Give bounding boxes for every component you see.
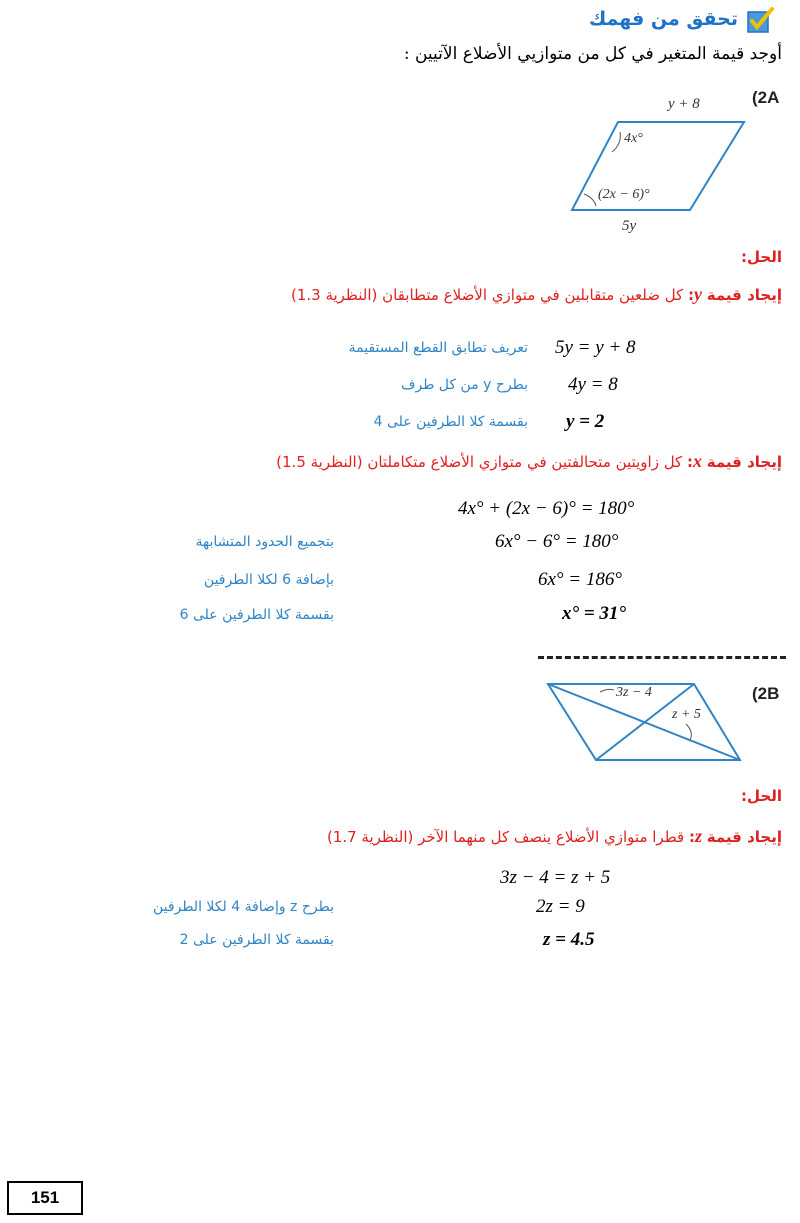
problem-label-2b: (2B (752, 684, 780, 703)
section-title: تحقق من فهمك (588, 8, 738, 30)
side-label-bottom: 5y (622, 218, 637, 234)
problem-prompt: أوجد قيمة المتغير في كل من متوازيي الأضلاع الآتيين : (403, 44, 782, 64)
equation-x-1: 4x° + (2x − 6)° = 180° (458, 498, 635, 519)
reason-z-2: بطرح z وإضافة 4 لكلا الطرفين (153, 899, 334, 915)
find-x-heading: إيجاد قيمة x: كل زاويتين متحالفتين في متوازي الأضلاع متكاملتان (النظرية 1.5) (276, 451, 782, 471)
problem-label-2a: (2A (752, 88, 780, 107)
reason-x-4: بقسمة كلا الطرفين على 6 (179, 607, 334, 623)
angle-label-bottom: (2x − 6)° (598, 187, 650, 202)
equation-x-3: 6x° = 186° (538, 569, 622, 590)
find-z-heading: إيجاد قيمة z: قطرا متوازي الأضلاع ينصف كل منهما الآخر (النظرية 1.7) (326, 826, 782, 846)
page-number: 151 (7, 1181, 83, 1215)
parallelogram-figure-2a (560, 86, 760, 236)
section-divider (538, 656, 786, 659)
reason-y-2: بطرح y من كل طرف (400, 377, 528, 393)
reason-x-3: بإضافة 6 لكلا الطرفين (203, 572, 334, 588)
solution-label-2a: الحل: (741, 248, 782, 266)
equation-z-3: z = 4.5 (543, 929, 595, 950)
equation-x-2: 6x° − 6° = 180° (495, 531, 619, 552)
solution-label-2b: الحل: (741, 787, 782, 805)
equation-y-2: 4y = 8 (568, 374, 618, 395)
reason-z-3: بقسمة كلا الطرفين على 2 (179, 932, 334, 948)
reason-y-1: تعريف تطابق القطع المستقيمة (348, 340, 528, 356)
equation-z-1: 3z − 4 = z + 5 (500, 867, 611, 888)
diagonal-label-1: 3z − 4 (616, 685, 652, 700)
equation-z-2: 2z = 9 (536, 896, 585, 917)
equation-y-3: y = 2 (566, 411, 605, 432)
check-icon (746, 6, 776, 34)
reason-x-2: بتجميع الحدود المتشابهة (195, 534, 334, 550)
angle-label-top: 4x° (624, 131, 643, 146)
parallelogram-figure-2b (534, 676, 744, 766)
diagonal-label-2: z + 5 (672, 707, 701, 722)
equation-x-4: x° = 31° (562, 603, 627, 624)
find-y-heading: إيجاد قيمة y: كل ضلعين متقابلين في متوازي الأضلاع متطابقان (النظرية 1.3) (290, 284, 782, 304)
side-label-top: y + 8 (668, 96, 700, 112)
reason-y-3: بقسمة كلا الطرفين على 4 (373, 414, 528, 430)
equation-y-1: 5y = y + 8 (555, 337, 636, 358)
